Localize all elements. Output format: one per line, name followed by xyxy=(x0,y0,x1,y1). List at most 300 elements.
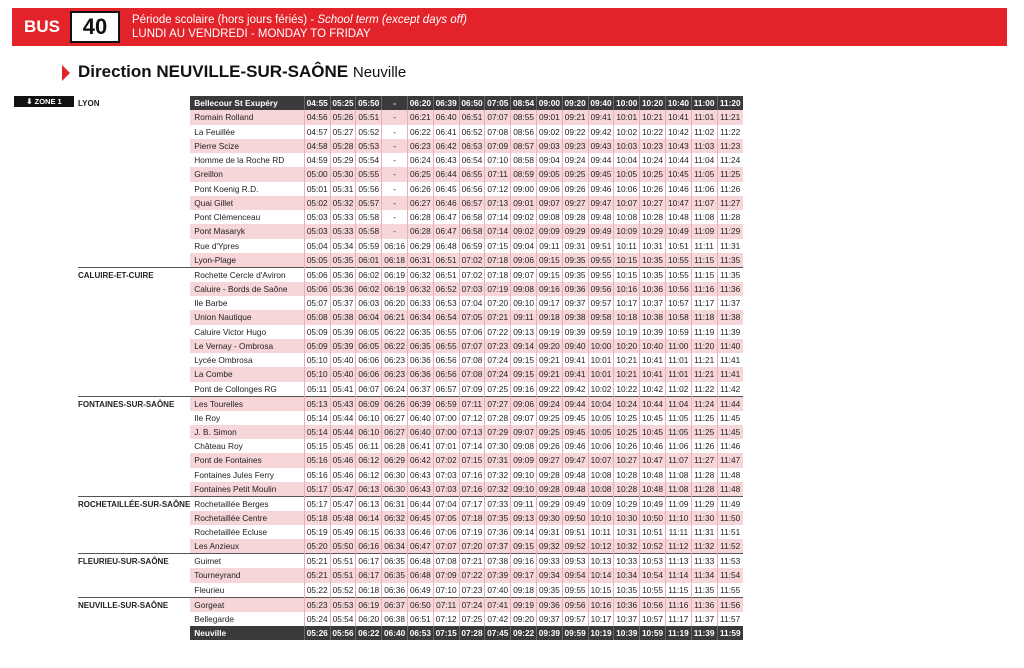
departure-time: 08:58 xyxy=(511,153,537,167)
departure-time: 06:12 xyxy=(356,453,382,467)
stop-name: Rochetaillée Ecluse xyxy=(190,525,304,539)
departure-time: 11:11 xyxy=(691,239,717,253)
departure-time: 09:26 xyxy=(562,182,588,196)
departure-time: 07:12 xyxy=(433,612,459,626)
departure-time: 07:20 xyxy=(485,296,511,310)
departure-time: 09:41 xyxy=(562,367,588,381)
stop-name: Pont de Fontaines xyxy=(190,453,304,467)
departure-time: 10:25 xyxy=(614,411,640,425)
departure-time: 11:24 xyxy=(691,396,717,411)
departure-time: 06:51 xyxy=(459,110,485,124)
departure-time: 09:47 xyxy=(588,196,614,210)
departure-time: 06:44 xyxy=(433,167,459,181)
departure-time: 05:03 xyxy=(304,210,330,224)
departure-time: 06:11 xyxy=(356,439,382,453)
departure-time: 10:28 xyxy=(614,468,640,482)
departure-time: 10:24 xyxy=(614,396,640,411)
zone-badge: ⬇ ZONE 1 xyxy=(14,96,74,107)
departure-time: 06:22 xyxy=(356,626,382,640)
departure-time: 11:15 xyxy=(665,583,691,598)
departure-time: 10:19 xyxy=(588,626,614,640)
departure-time: 11:37 xyxy=(717,296,743,310)
departure-time: 06:55 xyxy=(433,339,459,353)
departure-time: 06:53 xyxy=(407,626,433,640)
departure-time: 06:27 xyxy=(407,196,433,210)
departure-time: 11:17 xyxy=(691,296,717,310)
departure-time: 10:00 xyxy=(614,96,640,110)
departure-time: 10:35 xyxy=(614,583,640,598)
departure-time: 10:49 xyxy=(665,224,691,238)
stop-name: Quai Gillet xyxy=(190,196,304,210)
departure-time: 05:31 xyxy=(330,182,356,196)
departure-time: 10:33 xyxy=(614,554,640,569)
departure-time: 06:12 xyxy=(356,468,382,482)
departure-time: 11:56 xyxy=(717,597,743,612)
departure-time: 07:10 xyxy=(485,153,511,167)
departure-time: 11:45 xyxy=(717,425,743,439)
departure-time: 11:25 xyxy=(691,425,717,439)
departure-time: 07:11 xyxy=(433,597,459,612)
departure-time: 07:22 xyxy=(485,325,511,339)
departure-time: 10:25 xyxy=(614,425,640,439)
departure-time: 09:15 xyxy=(511,353,537,367)
departure-time: 07:15 xyxy=(433,626,459,640)
departure-time: 10:37 xyxy=(640,296,666,310)
departure-time: 05:20 xyxy=(304,539,330,554)
departure-time: 11:12 xyxy=(665,539,691,554)
bus-label: BUS xyxy=(24,17,60,36)
departure-time: 10:45 xyxy=(640,411,666,425)
departure-time: 06:30 xyxy=(382,468,408,482)
departure-time: 11:02 xyxy=(665,382,691,397)
departure-time: 11:34 xyxy=(691,568,717,582)
departure-time: 10:20 xyxy=(614,339,640,353)
departure-time: 06:24 xyxy=(407,153,433,167)
departure-time: 05:22 xyxy=(304,583,330,598)
departure-time: 10:07 xyxy=(588,453,614,467)
departure-time: 05:39 xyxy=(330,339,356,353)
departure-time: 06:40 xyxy=(407,411,433,425)
departure-time: 07:40 xyxy=(485,583,511,598)
departure-time: 10:14 xyxy=(588,568,614,582)
departure-time: 09:22 xyxy=(562,125,588,139)
departure-time: 09:54 xyxy=(562,568,588,582)
departure-time: 07:27 xyxy=(485,396,511,411)
departure-time: 05:16 xyxy=(304,468,330,482)
departure-time: 06:57 xyxy=(459,196,485,210)
departure-time: 10:04 xyxy=(614,153,640,167)
departure-time: 10:49 xyxy=(640,496,666,511)
departure-time: 10:59 xyxy=(640,626,666,640)
departure-time: 09:49 xyxy=(588,224,614,238)
departure-time: 07:45 xyxy=(485,626,511,640)
stop-name: Pont Koenig R.D. xyxy=(190,182,304,196)
departure-time: 11:09 xyxy=(665,496,691,511)
departure-time: 07:18 xyxy=(485,253,511,268)
departure-time: 09:11 xyxy=(511,310,537,324)
departure-time: 09:21 xyxy=(562,110,588,124)
departure-time: - xyxy=(382,139,408,153)
departure-time: 09:16 xyxy=(511,554,537,569)
departure-time: 10:05 xyxy=(614,167,640,181)
departure-time: 05:41 xyxy=(330,382,356,397)
departure-time: 10:39 xyxy=(640,325,666,339)
departure-time: 09:05 xyxy=(536,167,562,181)
departure-time: 05:57 xyxy=(356,196,382,210)
departure-time: 07:08 xyxy=(485,125,511,139)
city-label: CALUIRE-ET-CUIRE xyxy=(78,267,190,396)
departure-time: 10:55 xyxy=(665,253,691,268)
departure-time: 05:58 xyxy=(356,224,382,238)
departure-time: 11:53 xyxy=(717,554,743,569)
departure-time: 11:05 xyxy=(691,167,717,181)
stop-name: Les Anzieux xyxy=(190,539,304,554)
departure-time: 09:10 xyxy=(511,468,537,482)
departure-time: 07:14 xyxy=(485,224,511,238)
stop-name: Gorgeat xyxy=(190,597,304,612)
stop-name: Rochetaillée Centre xyxy=(190,511,304,525)
departure-time: 11:22 xyxy=(717,125,743,139)
departure-time: 06:34 xyxy=(382,539,408,554)
stop-name: Romain Rolland xyxy=(190,110,304,124)
departure-time: 05:49 xyxy=(330,525,356,539)
departure-time: 05:46 xyxy=(330,453,356,467)
departure-time: 10:57 xyxy=(640,612,666,626)
departure-time: 06:15 xyxy=(356,525,382,539)
departure-time: 07:39 xyxy=(485,568,511,582)
departure-time: 09:41 xyxy=(588,110,614,124)
departure-time: 11:19 xyxy=(691,325,717,339)
table-row xyxy=(78,396,743,411)
departure-time: 06:32 xyxy=(407,282,433,296)
departure-time: 10:35 xyxy=(640,267,666,282)
departure-time: 07:18 xyxy=(459,511,485,525)
departure-time: 09:17 xyxy=(511,568,537,582)
departure-time: 10:09 xyxy=(614,224,640,238)
departure-time: 09:46 xyxy=(588,182,614,196)
departure-time: 09:45 xyxy=(588,167,614,181)
departure-time: 09:10 xyxy=(511,296,537,310)
departure-time: 06:40 xyxy=(433,110,459,124)
departure-time: 10:07 xyxy=(614,196,640,210)
departure-time: 11:00 xyxy=(665,339,691,353)
departure-time: 11:16 xyxy=(691,282,717,296)
departure-time: 06:37 xyxy=(382,597,408,612)
departure-time: 10:36 xyxy=(640,282,666,296)
departure-time: 08:59 xyxy=(511,167,537,181)
departure-time: 11:05 xyxy=(665,411,691,425)
departure-time: 07:16 xyxy=(459,482,485,497)
departure-time: 09:22 xyxy=(536,382,562,397)
departure-time: 10:48 xyxy=(640,468,666,482)
departure-time: 09:25 xyxy=(536,425,562,439)
departure-time: 10:47 xyxy=(640,453,666,467)
stop-name: Les Tourelles xyxy=(190,396,304,411)
departure-time: 06:01 xyxy=(356,253,382,268)
departure-time: 10:28 xyxy=(614,482,640,497)
departure-time: 06:17 xyxy=(356,568,382,582)
departure-time: 05:06 xyxy=(304,282,330,296)
departure-time: 10:00 xyxy=(588,339,614,353)
departure-time: 09:53 xyxy=(562,554,588,569)
departure-time: 07:35 xyxy=(485,511,511,525)
departure-time: 07:28 xyxy=(459,626,485,640)
departure-time: 10:06 xyxy=(614,182,640,196)
departure-time: 09:13 xyxy=(511,325,537,339)
departure-time: 09:33 xyxy=(536,554,562,569)
departure-time: 05:11 xyxy=(304,382,330,397)
departure-time: 07:25 xyxy=(459,612,485,626)
departure-time: 06:54 xyxy=(459,153,485,167)
departure-time: 06:56 xyxy=(459,182,485,196)
departure-time: 09:23 xyxy=(562,139,588,153)
departure-time: 09:27 xyxy=(562,196,588,210)
departure-time: 06:47 xyxy=(407,539,433,554)
departure-time: 10:55 xyxy=(640,583,666,598)
stop-name: La Combe xyxy=(190,367,304,381)
departure-time: 05:43 xyxy=(330,396,356,411)
departure-time: 06:26 xyxy=(382,396,408,411)
departure-time: 10:42 xyxy=(640,382,666,397)
departure-time: 05:21 xyxy=(304,554,330,569)
departure-time: 06:57 xyxy=(433,382,459,397)
city-label: NEUVILLE-SUR-SAÔNE xyxy=(78,597,190,640)
departure-time: 11:20 xyxy=(691,339,717,353)
departure-time: 06:42 xyxy=(433,139,459,153)
departure-time: 11:31 xyxy=(691,525,717,539)
departure-time: 05:40 xyxy=(330,353,356,367)
departure-time: 07:13 xyxy=(485,196,511,210)
departure-time: 09:42 xyxy=(588,125,614,139)
departure-time: 09:40 xyxy=(562,339,588,353)
departure-time: 07:23 xyxy=(459,583,485,598)
departure-time: - xyxy=(382,182,408,196)
departure-time: 06:41 xyxy=(433,125,459,139)
departure-time: 06:52 xyxy=(433,282,459,296)
departure-time: 09:07 xyxy=(511,425,537,439)
departure-time: 07:21 xyxy=(485,310,511,324)
departure-time: 06:30 xyxy=(382,482,408,497)
departure-time: 07:02 xyxy=(459,267,485,282)
stop-name: Tourneyrand xyxy=(190,568,304,582)
departure-time: 11:32 xyxy=(691,539,717,554)
table-row xyxy=(78,496,743,511)
departure-time: 11:15 xyxy=(691,253,717,268)
departure-time: 07:30 xyxy=(485,439,511,453)
departure-time: 07:15 xyxy=(485,239,511,253)
service-period xyxy=(132,13,467,41)
departure-time: 06:59 xyxy=(459,239,485,253)
departure-time: 10:06 xyxy=(588,439,614,453)
departure-time: 10:21 xyxy=(614,353,640,367)
departure-time: 10:48 xyxy=(640,482,666,497)
departure-time: 07:03 xyxy=(433,468,459,482)
departure-time: 07:32 xyxy=(485,482,511,497)
departure-time: 05:47 xyxy=(330,482,356,497)
line-number: 40 xyxy=(70,11,120,43)
departure-time: 07:04 xyxy=(433,496,459,511)
departure-time: 05:15 xyxy=(304,439,330,453)
table-row xyxy=(78,267,743,282)
departure-time: 10:01 xyxy=(614,110,640,124)
departure-time: 11:10 xyxy=(665,511,691,525)
departure-time: 05:46 xyxy=(330,468,356,482)
departure-time: 09:28 xyxy=(536,482,562,497)
departure-time: 11:01 xyxy=(665,367,691,381)
departure-time: 06:19 xyxy=(382,267,408,282)
city-label: LYON xyxy=(78,96,190,267)
departure-time: 06:16 xyxy=(356,539,382,554)
departure-time: 09:16 xyxy=(511,382,537,397)
departure-time: 06:02 xyxy=(356,267,382,282)
departure-time: 06:28 xyxy=(407,224,433,238)
departure-time: 09:13 xyxy=(511,511,537,525)
departure-time: 10:08 xyxy=(588,468,614,482)
departure-time: 06:46 xyxy=(407,525,433,539)
departure-time: 10:34 xyxy=(614,568,640,582)
departure-time: 07:42 xyxy=(485,612,511,626)
departure-time: 06:36 xyxy=(407,353,433,367)
departure-time: 05:29 xyxy=(330,153,356,167)
table-row xyxy=(78,554,743,569)
departure-time: 07:36 xyxy=(485,525,511,539)
departure-time: 10:40 xyxy=(665,96,691,110)
departure-time: 09:02 xyxy=(511,210,537,224)
stop-name: Fleurieu xyxy=(190,583,304,598)
departure-time: 07:17 xyxy=(459,496,485,511)
stop-name: Ile Barbe xyxy=(190,296,304,310)
departure-time: 09:16 xyxy=(536,282,562,296)
departure-time: 10:27 xyxy=(614,453,640,467)
departure-time: 11:27 xyxy=(717,196,743,210)
departure-time: 07:19 xyxy=(485,282,511,296)
departure-time: 05:51 xyxy=(330,554,356,569)
departure-time: 09:09 xyxy=(511,453,537,467)
departure-time: 11:48 xyxy=(717,482,743,497)
departure-time: 07:06 xyxy=(433,525,459,539)
departure-time: 11:55 xyxy=(717,583,743,598)
departure-time: 06:56 xyxy=(433,353,459,367)
departure-time: 09:19 xyxy=(536,325,562,339)
departure-time: 05:26 xyxy=(330,110,356,124)
stop-name: Union Nautique xyxy=(190,310,304,324)
departure-time: 10:05 xyxy=(588,425,614,439)
departure-time: 11:33 xyxy=(691,554,717,569)
departure-time: 11:24 xyxy=(717,153,743,167)
departure-time: 06:35 xyxy=(382,568,408,582)
departure-time: 06:47 xyxy=(433,224,459,238)
departure-time: 11:28 xyxy=(691,468,717,482)
departure-time: 11:39 xyxy=(717,325,743,339)
departure-time: 06:18 xyxy=(382,253,408,268)
departure-time: 05:59 xyxy=(356,239,382,253)
departure-time: 07:38 xyxy=(485,554,511,569)
departure-time: 06:20 xyxy=(407,96,433,110)
departure-time: 07:29 xyxy=(485,425,511,439)
departure-time: 09:24 xyxy=(562,153,588,167)
stop-name: Pont Clémenceau xyxy=(190,210,304,224)
departure-time: 05:52 xyxy=(330,583,356,598)
departure-time: 11:17 xyxy=(665,612,691,626)
departure-time: 06:13 xyxy=(356,482,382,497)
departure-time: 06:33 xyxy=(382,525,408,539)
departure-time: 07:24 xyxy=(485,367,511,381)
departure-time: 11:39 xyxy=(691,626,717,640)
departure-time: 06:22 xyxy=(407,125,433,139)
departure-time: 09:55 xyxy=(562,583,588,598)
departure-time: 05:36 xyxy=(330,267,356,282)
departure-time: 09:02 xyxy=(536,125,562,139)
departure-time: 06:36 xyxy=(382,583,408,598)
departure-time: 11:21 xyxy=(717,110,743,124)
departure-time: 09:41 xyxy=(562,353,588,367)
departure-time: 09:34 xyxy=(536,568,562,582)
stop-name: J. B. Simon xyxy=(190,425,304,439)
departure-time: 09:18 xyxy=(511,583,537,598)
departure-time: 09:38 xyxy=(562,310,588,324)
departure-time: 09:08 xyxy=(511,439,537,453)
departure-time: 09:04 xyxy=(511,239,537,253)
departure-time: 10:41 xyxy=(640,367,666,381)
departure-time: 07:25 xyxy=(485,382,511,397)
departure-time: 06:35 xyxy=(407,339,433,353)
departure-time: 06:16 xyxy=(382,239,408,253)
departure-time: - xyxy=(382,125,408,139)
departure-time: 11:41 xyxy=(717,367,743,381)
departure-time: 06:10 xyxy=(356,425,382,439)
stop-name: Château Roy xyxy=(190,439,304,453)
departure-time: 09:01 xyxy=(511,196,537,210)
departure-time: 06:50 xyxy=(407,597,433,612)
departure-time: 05:07 xyxy=(304,296,330,310)
departure-time: 09:29 xyxy=(562,224,588,238)
departure-time: 11:36 xyxy=(717,282,743,296)
departure-time: 10:47 xyxy=(665,196,691,210)
departure-time: 11:54 xyxy=(717,568,743,582)
departure-time: 11:31 xyxy=(717,239,743,253)
departure-time: 05:00 xyxy=(304,167,330,181)
departure-time: 10:25 xyxy=(640,167,666,181)
departure-time: 11:36 xyxy=(691,597,717,612)
departure-time: 09:57 xyxy=(562,612,588,626)
departure-time: 05:36 xyxy=(330,282,356,296)
departure-time: 09:20 xyxy=(511,612,537,626)
departure-time: 10:11 xyxy=(614,239,640,253)
stop-name: La Feuillée xyxy=(190,125,304,139)
departure-time: 06:40 xyxy=(407,425,433,439)
departure-time: 07:28 xyxy=(485,411,511,425)
departure-time: - xyxy=(382,210,408,224)
departure-time: 06:18 xyxy=(356,583,382,598)
departure-time: 10:30 xyxy=(614,511,640,525)
departure-time: 09:31 xyxy=(562,239,588,253)
departure-time: 05:17 xyxy=(304,482,330,497)
departure-time: 11:37 xyxy=(691,612,717,626)
departure-time: 09:06 xyxy=(511,253,537,268)
departure-time: 11:07 xyxy=(691,196,717,210)
departure-time: 07:07 xyxy=(485,110,511,124)
departure-time: - xyxy=(382,96,408,110)
departure-time: 06:51 xyxy=(433,267,459,282)
departure-time: 07:11 xyxy=(459,396,485,411)
departure-time: 09:14 xyxy=(511,339,537,353)
departure-time: 11:00 xyxy=(691,96,717,110)
departure-time: 06:21 xyxy=(407,110,433,124)
departure-time: 10:59 xyxy=(665,325,691,339)
table-row xyxy=(78,96,743,110)
departure-time: 07:14 xyxy=(459,439,485,453)
departure-time: 10:22 xyxy=(640,125,666,139)
